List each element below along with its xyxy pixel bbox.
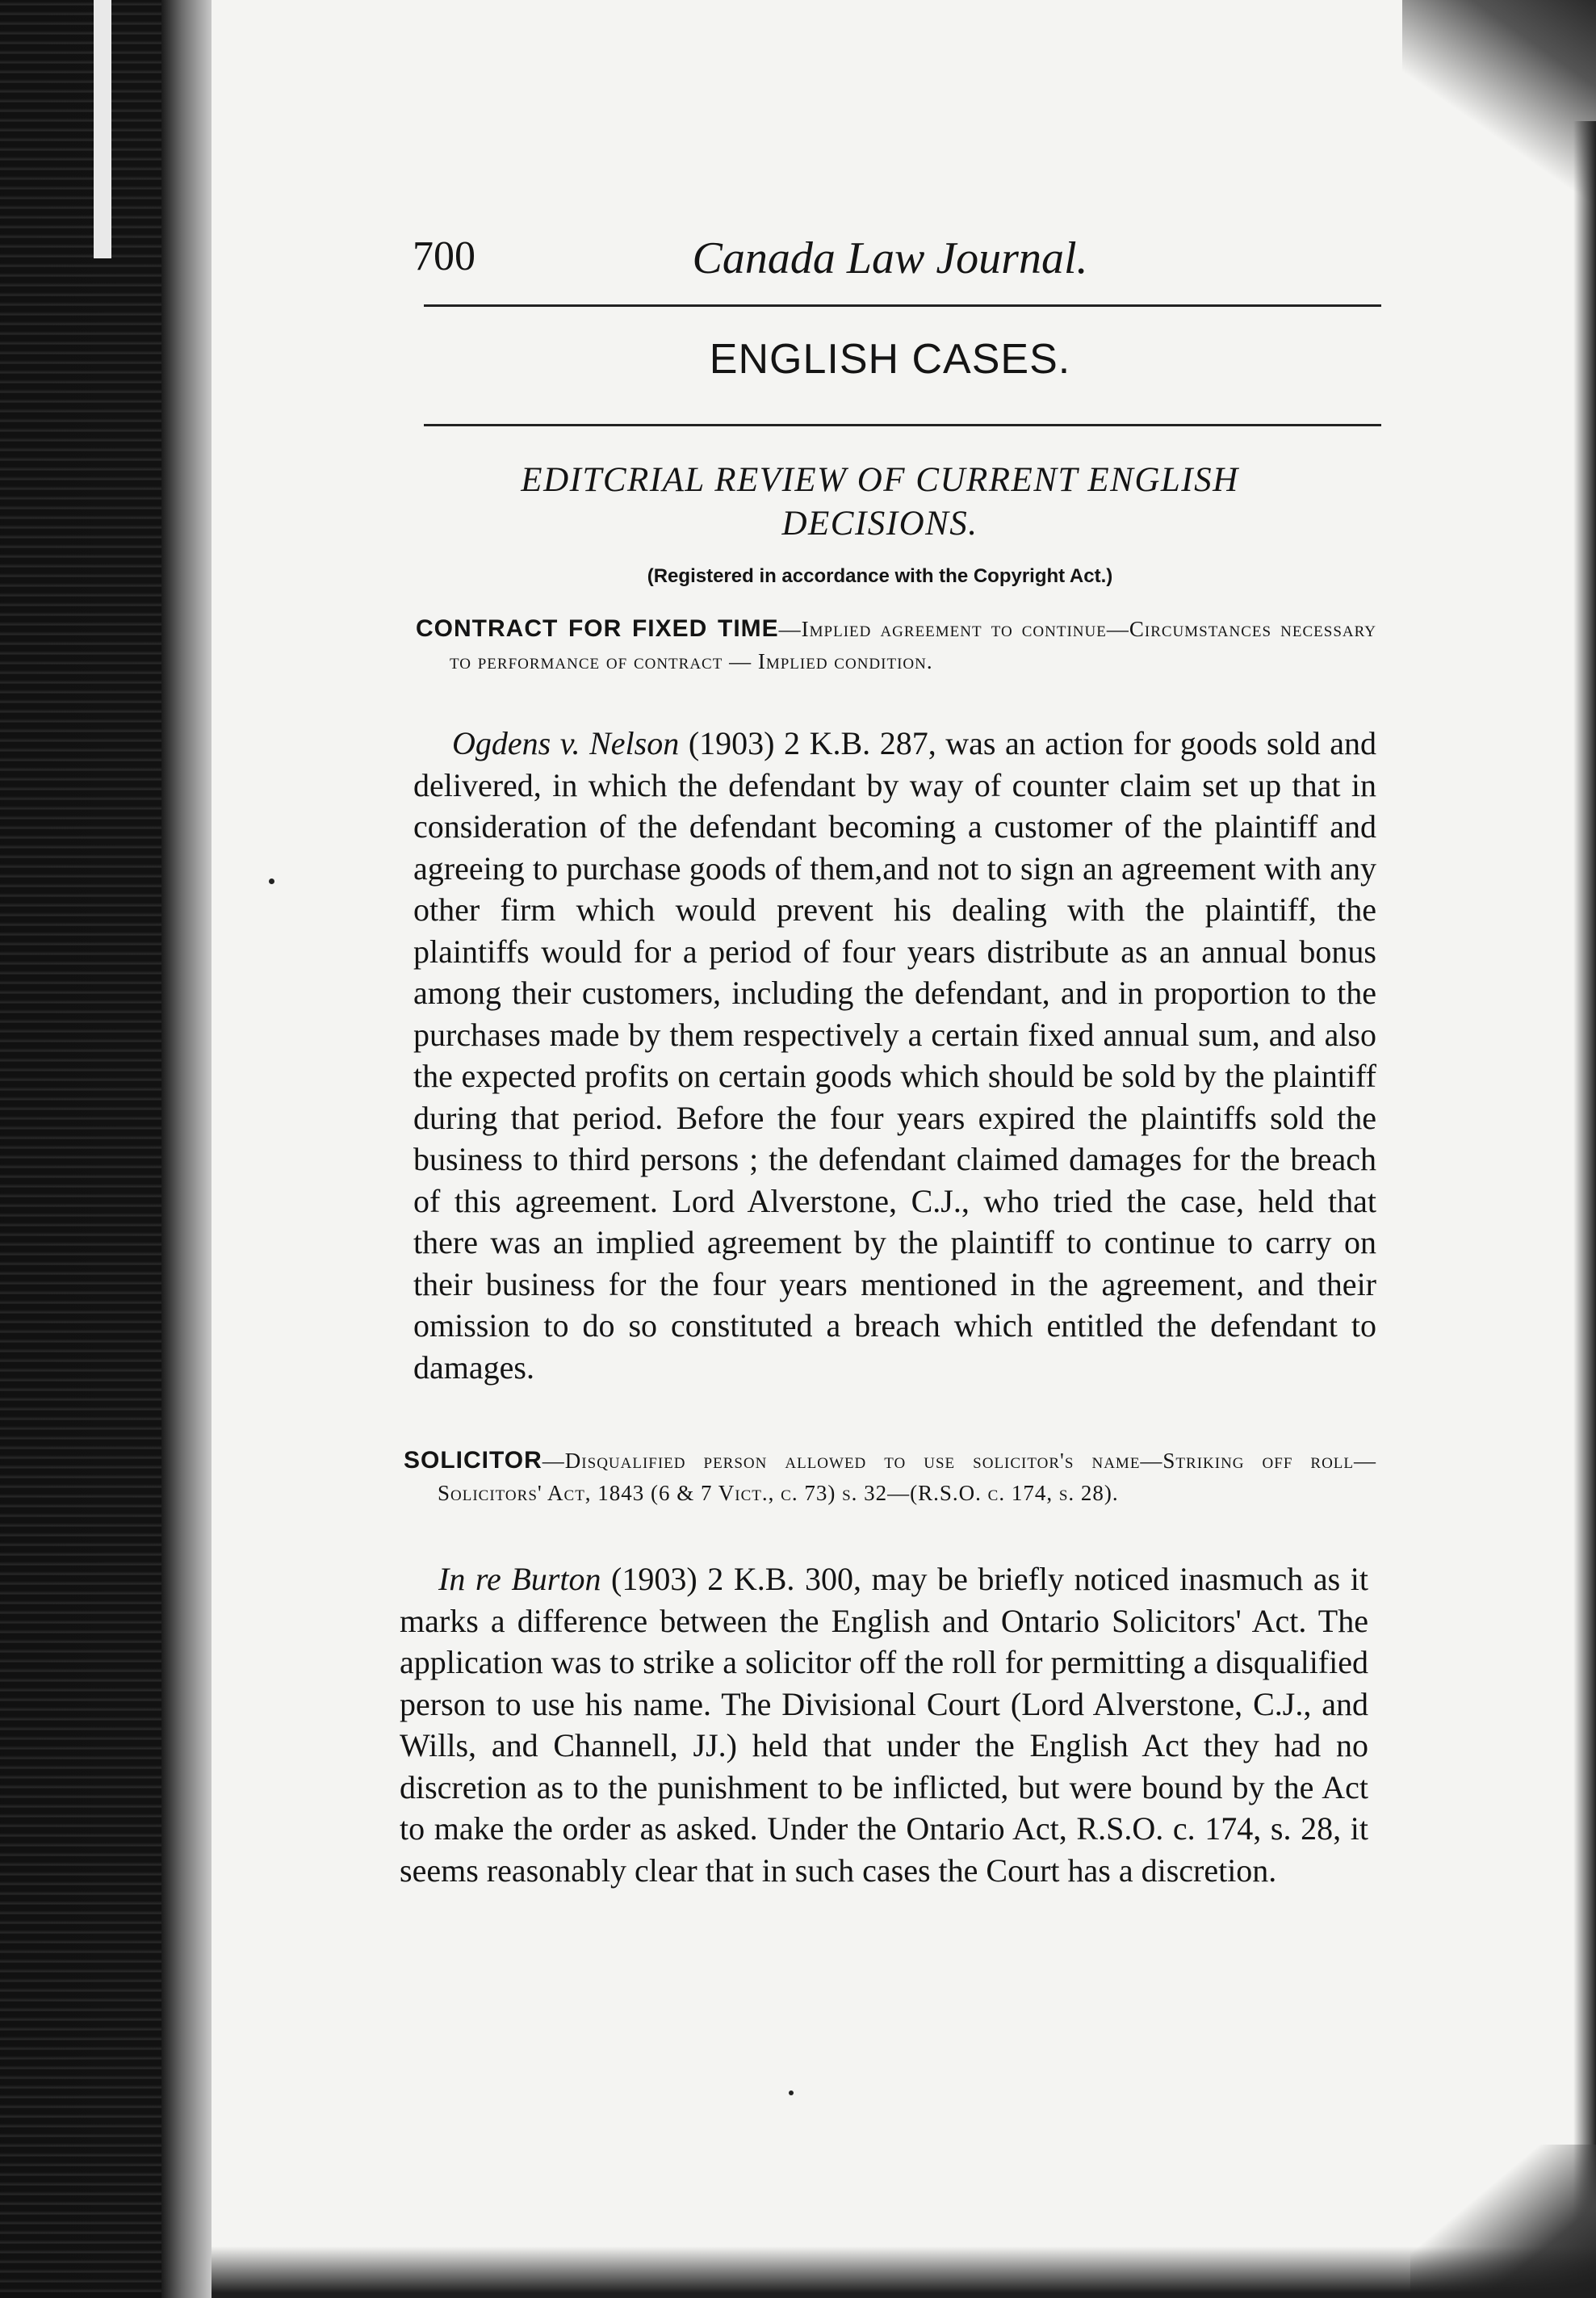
section-title: ENGLISH CASES.: [709, 336, 1071, 383]
running-head: [400, 233, 1380, 289]
case-paragraph-burton: [400, 1558, 1368, 1891]
header-rule: [424, 304, 1381, 307]
headnote-lead: SOLICITOR: [404, 1447, 542, 1474]
page-bottom-edge: [212, 2246, 1596, 2298]
headnote-solicitor: [404, 1445, 1376, 1510]
case-body: (1903) 2 K.B. 287, was an action for goods sold and delivered, in which the defendant by way of counter claim set up that in consideration of the defendant becoming a customer of the plaintiff and agreeing to purchase goods of them,and not to sign an agreement with any other firm which would prevent his dealing with the plaintiff, the plaintiffs would for a period of four years distribute as an annual bonus among their customers, including the defendant, and in proportion to the purchases made by them respectively a certain fixed annual sum, and also the expected profits on certain goods which should be sold by the plaintiff during that period. Before the four years expired the plaintiffs sold the business to third persons ; the defendant claimed damages for the breach of this agreement. Lord Alverstone, C.J., who tried the case, held that there was an implied agreement by the plaintiff to continue to carry on their business for the four years mentioned in the agreement, and their omission to do so constituted a breach which entitled the defendant to damages.: [413, 725, 1377, 1386]
page-right-edge: [1573, 121, 1596, 2298]
headnote-contract: [416, 614, 1376, 678]
journal-title: Canada Law Journal.: [692, 233, 1088, 283]
page-corner-shadow: [1402, 0, 1596, 210]
binding-highlight-strip: [94, 0, 111, 258]
copyright-note: (Registered in accordance with the Copyright Act.): [647, 565, 1113, 587]
page-number: 700: [413, 233, 475, 279]
ink-speck: [269, 879, 274, 884]
gutter-gradient: [161, 0, 212, 2298]
ink-speck: [789, 2090, 794, 2095]
case-name: In re Burton: [438, 1561, 601, 1597]
editorial-title: EDITCRIAL REVIEW OF CURRENT ENGLISH DECISIONS.: [521, 461, 1239, 543]
headnote-rest: —Disqualified person allowed to use solicitor's name—Striking off roll—Solicitors' Act, 1843 (6 & 7 Vict., c. 73) s. 32—(R.S.O. c. 174, s. 28).: [438, 1449, 1376, 1505]
case-body: (1903) 2 K.B. 300, may be briefly noticed inasmuch as it marks a difference between the English and Ontario Solicitors' Act. The application was to strike a solicitor off the roll for permitting a disqualified person to use his name. The Divisional Court (Lord Alverstone, C.J., and Wills, and Channell, JJ.) held that under the English Act they had no discretion as to the punishment to be inflicted, but were bound by the Act to make the order as asked. Under the Ontario Act, R.S.O. c. 174, s. 28, it seems reasonably clear that in such cases the Court has a discretion.: [400, 1561, 1368, 1889]
case-paragraph-ogdens: [413, 723, 1376, 1388]
section-rule: [424, 424, 1381, 426]
headnote-rest: —Implied agreement to continue—Circumstances necessary to performance of contract — Implied condition.: [450, 617, 1376, 673]
case-name: Ogdens v. Nelson: [452, 725, 680, 761]
headnote-lead: CONTRACT FOR FIXED TIME: [416, 615, 779, 642]
